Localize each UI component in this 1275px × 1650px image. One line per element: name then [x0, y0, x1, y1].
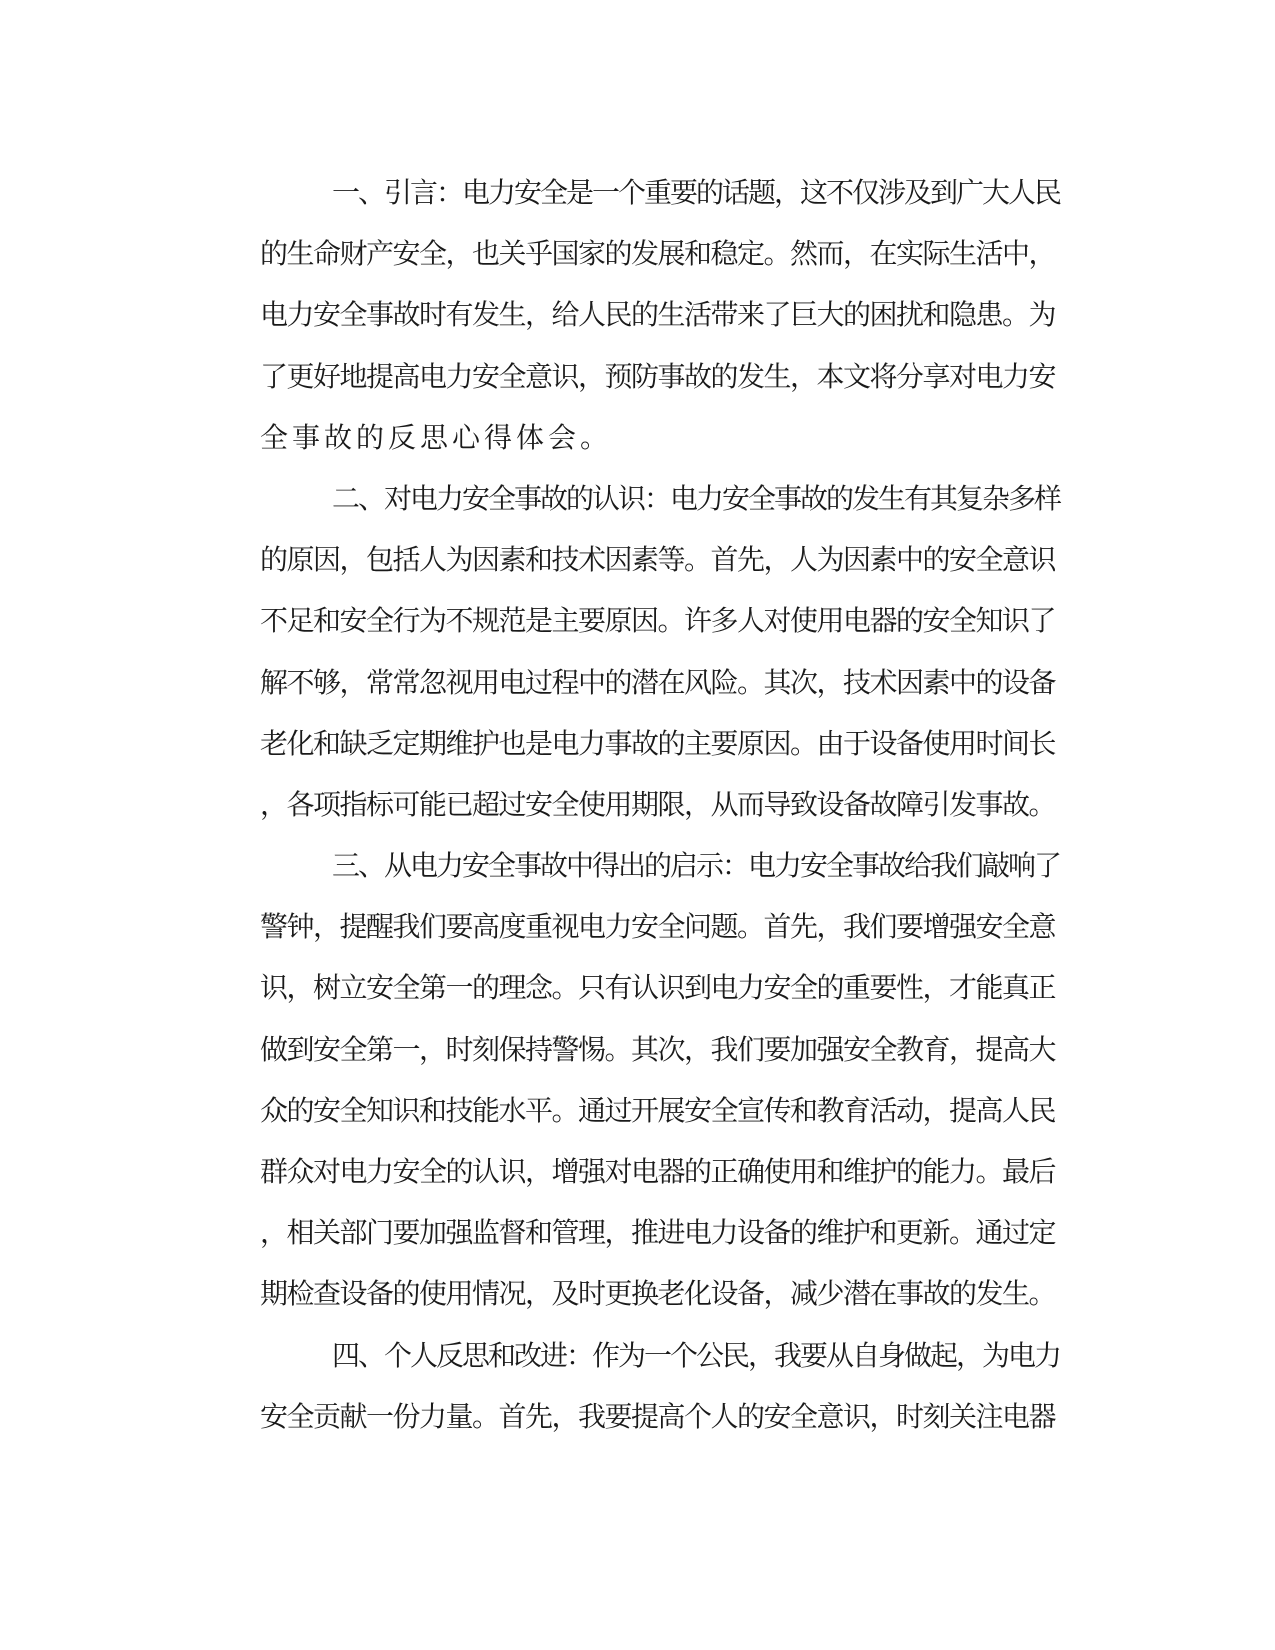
text-line: 识，树立安全第一的理念。只有认识到电力安全的重要性，才能真正: [260, 971, 1056, 1005]
text-line: 电力安全事故时有发生，给人民的生活带来了巨大的困扰和隐患。为: [260, 298, 1056, 332]
text-line: 全事故的反思心得体会。: [260, 420, 613, 454]
paragraph-understanding: [188, 468, 1068, 835]
paragraph-introduction: [188, 162, 1068, 468]
text-line: 做到安全第一，时刻保持警惕。其次，我们要加强安全教育，提高大: [260, 1032, 1056, 1066]
text-line: ，相关部门要加强监督和管理，推进电力设备的维护和更新。通过定: [260, 1216, 1056, 1250]
document-body: [188, 162, 1068, 1447]
text-line: 老化和缺乏定期维护也是电力事故的主要原因。由于设备使用时间长: [260, 726, 1056, 760]
paragraph-lessons: [188, 835, 1068, 1325]
text-line: 一、引言：电力安全是一个重要的话题，这不仅涉及到广大人民: [332, 176, 1061, 209]
text-line: 众的安全知识和技能水平。通过开展安全宣传和教育活动，提高人民: [260, 1093, 1056, 1127]
text-line: 的原因，包括人为因素和技术因素等。首先，人为因素中的安全意识: [260, 543, 1056, 577]
text-line: 二、对电力安全事故的认识：电力安全事故的发生有其复杂多样: [332, 481, 1061, 515]
text-line: 四、个人反思和改进：作为一个公民，我要从自身做起，为电力: [332, 1338, 1061, 1372]
text-line: ，各项指标可能已超过安全使用期限，从而导致设备故障引发事故。: [260, 787, 1056, 821]
text-line: 不足和安全行为不规范是主要原因。许多人对使用电器的安全知识了: [260, 604, 1056, 638]
text-line: 了更好地提高电力安全意识，预防事故的发生，本文将分享对电力安: [260, 359, 1056, 393]
paragraph-personal-reflection: [188, 1325, 1068, 1447]
text-line: 期检查设备的使用情况，及时更换老化设备，减少潜在事故的发生。: [260, 1277, 1056, 1311]
text-line: 解不够，常常忽视用电过程中的潜在风险。其次，技术因素中的设备: [260, 665, 1056, 699]
text-line: 的生命财产安全，也关乎国家的发展和稳定。然而，在实际生活中，: [260, 237, 1056, 271]
text-line: 三、从电力安全事故中得出的启示：电力安全事故给我们敲响了: [332, 849, 1061, 883]
text-line: 群众对电力安全的认识，增强对电器的正确使用和维护的能力。最后: [260, 1155, 1056, 1188]
text-line: 警钟，提醒我们要高度重视电力安全问题。首先，我们要增强安全意: [260, 910, 1056, 944]
text-line: 安全贡献一份力量。首先，我要提高个人的安全意识，时刻关注电器: [260, 1399, 1056, 1433]
